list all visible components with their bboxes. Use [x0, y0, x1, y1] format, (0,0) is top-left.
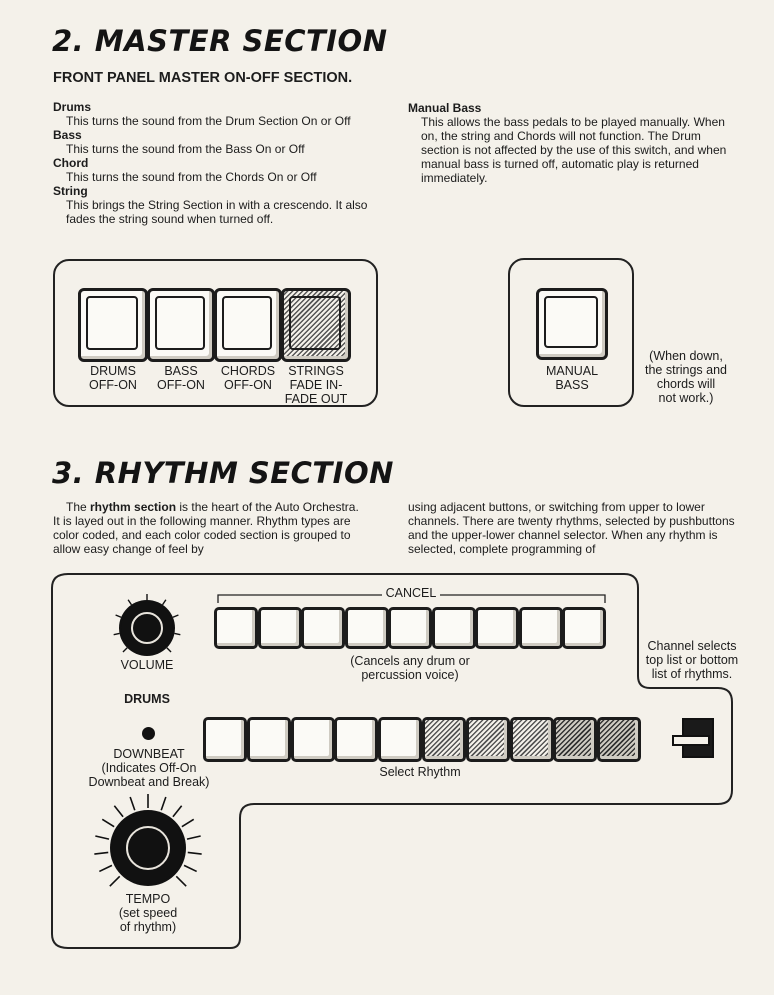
select-rhythm-button-2[interactable]	[247, 717, 291, 762]
select-rhythm-button-6[interactable]	[422, 717, 466, 762]
manual-bass-note: (When down, the strings and chords will not work.)	[645, 349, 727, 405]
cancel-button-5[interactable]	[388, 607, 432, 649]
select-rhythm-button-5[interactable]	[378, 717, 422, 762]
manual-bass-button-label: MANUAL BASS	[545, 364, 599, 392]
volume-label: VOLUME	[120, 658, 174, 672]
downbeat-label: DOWNBEAT (Indicates Off-On Downbeat and Break)	[88, 747, 210, 789]
tempo-knob[interactable]	[112, 812, 184, 884]
select-rhythm-button-4[interactable]	[334, 717, 378, 762]
manual-bass-desc: This allows the bass pedals to be played manually. When on, the string and Chords will not function. The Drum section is not affected by the use of this switch, and when manual bass is turned off, automatic play is returned immediately.	[421, 115, 727, 185]
chords-button-label: CHORDS OFF-ON	[220, 364, 276, 392]
master-section-heading: 2. MASTER SECTION	[52, 24, 388, 58]
channel-note: Channel selects top list or bottom list of rhythms.	[645, 639, 739, 681]
cancel-label: CANCEL	[385, 586, 437, 600]
select-rhythm-button-9[interactable]	[553, 717, 597, 762]
drums-term: Drums	[53, 100, 92, 114]
cancel-button-9[interactable]	[562, 607, 606, 649]
rhythm-intro-left: The rhythm section is the heart of the Auto Orchestra. It is layed out in the following manner. Rhythm types are color coded, and each color coded section is grouped to allow easy change of feel by	[53, 500, 359, 556]
string-term: String	[53, 184, 88, 198]
master-subheading: FRONT PANEL MASTER ON-OFF SECTION.	[53, 70, 353, 86]
rhythm-section-heading: 3. RHYTHM SECTION	[52, 456, 394, 490]
cancel-button-6[interactable]	[432, 607, 476, 649]
volume-knob[interactable]	[121, 602, 173, 654]
bass-button-label: BASS OFF-ON	[157, 364, 205, 392]
string-desc: This brings the String Section in with a crescendo. It also fades the string sound when turned off.	[66, 198, 368, 226]
bass-term: Bass	[53, 128, 82, 142]
cancel-button-8[interactable]	[519, 607, 563, 649]
strings-button-label: STRINGS FADE IN- FADE OUT	[284, 364, 348, 406]
chord-term: Chord	[53, 156, 89, 170]
select-rhythm-button-10[interactable]	[597, 717, 641, 762]
drums-button-label: DRUMS OFF-ON	[89, 364, 137, 392]
tempo-label: TEMPO (set speed of rhythm)	[118, 892, 178, 934]
select-rhythm-button-7[interactable]	[466, 717, 510, 762]
rhythm-intro-right: using adjacent buttons, or switching from upper to lower channels. There are twenty rhythms, selected by pushbuttons and the upper-lower channel selector. When any rhythm is selected, complete programming of	[408, 500, 735, 556]
cancel-note: (Cancels any drum or percussion voice)	[350, 654, 470, 682]
cancel-button-4[interactable]	[345, 607, 389, 649]
drums-label: DRUMS	[124, 692, 170, 706]
cancel-button-7[interactable]	[475, 607, 519, 649]
cancel-button-3[interactable]	[301, 607, 345, 649]
cancel-button-1[interactable]	[214, 607, 258, 649]
select-rhythm-label: Select Rhythm	[379, 765, 461, 779]
channel-selector-switch[interactable]	[682, 718, 714, 758]
select-rhythm-button-1[interactable]	[203, 717, 247, 762]
downbeat-indicator-light	[142, 727, 155, 740]
manual-bass-term: Manual Bass	[408, 101, 482, 115]
chord-desc: This turns the sound from the Chords On or Off	[66, 170, 317, 184]
select-rhythm-button-8[interactable]	[510, 717, 554, 762]
cancel-button-2[interactable]	[258, 607, 302, 649]
bass-desc: This turns the sound from the Bass On or Off	[66, 142, 305, 156]
drums-desc: This turns the sound from the Drum Section On or Off	[66, 114, 351, 128]
select-rhythm-button-3[interactable]	[291, 717, 335, 762]
